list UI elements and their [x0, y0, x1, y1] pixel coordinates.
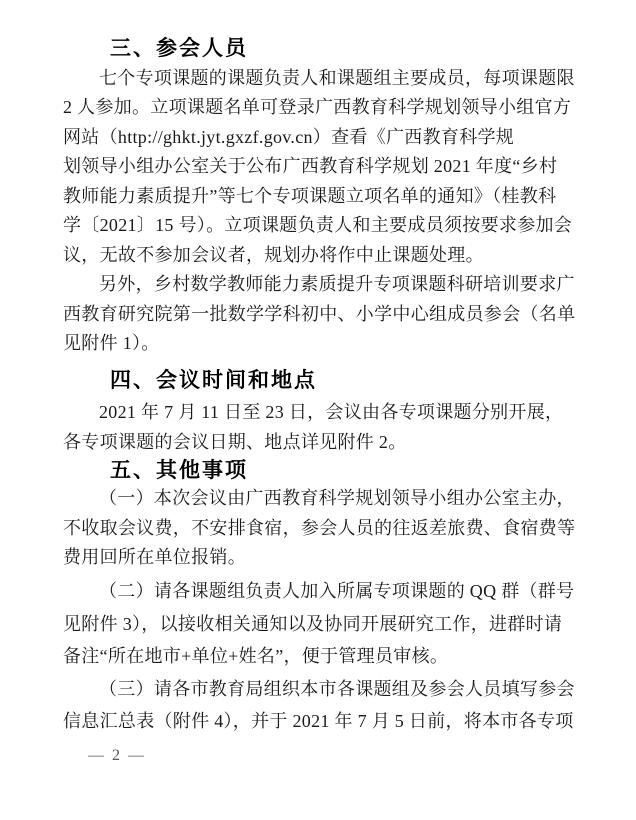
text-line: 2021 年 7 月 11 日至 23 日，会议由各专项课题分别开展， [99, 402, 564, 422]
text-line: 西教育研究院第一批数学学科初中、小学中心组成员参会（名单 [63, 303, 576, 324]
paragraph-time-place [63, 398, 573, 457]
text-line: （一）本次会议由广西教育科学规划领导小组办公室主办， [99, 488, 575, 508]
paragraph-other-1 [63, 484, 576, 573]
text-line: 各专项课题的会议日期、地点详见附件 2。 [63, 431, 407, 452]
paragraph-participants-1 [63, 64, 573, 271]
text-line: 见附件 1）。 [63, 333, 160, 353]
text-line: 教师能力素质提升”等七个专项课题立项名单的通知》（桂教科 [63, 185, 557, 206]
section-heading-other-matters: 五、其他事项 [110, 459, 248, 482]
text-line: 不收取会议费，不安排食宿，参会人员的往返差旅费、食宿费等 [63, 517, 576, 538]
section-heading-participants: 三、参会人员 [110, 37, 248, 60]
text-line: 费用回所在单位报销。 [63, 547, 246, 567]
text-line: 议，无故不参加会议者，规划办将作中止课题处理。 [63, 244, 484, 265]
text-line: 七个专项课题的课题负责人和课题组主要成员，每项课题限 [99, 67, 575, 88]
page-number: — 2 — [88, 746, 146, 764]
text-line: 备注“所在地市+单位+姓名”，便于管理员审核。 [63, 646, 449, 666]
text-line: 见附件 3），以接收相关通知以及协同开展研究工作，进群时请 [63, 613, 563, 634]
section-heading-time-place: 四、会议时间和地点 [110, 369, 317, 392]
text-line: 2 人参加。立项课题名单可登录广西教育科学规划领导小组官方 [63, 97, 572, 117]
text-line: （二）请各课题组负责人加入所属专项课题的 QQ 群（群号 [99, 581, 575, 601]
text-line: 网站（http://ghkt.jyt.gxzf.gov.cn）查看《广西教育科学规 [63, 126, 515, 147]
paragraph-participants-2 [63, 270, 576, 359]
text-line: 另外，乡村数学教师能力素质提升专项课题科研培训要求广 [99, 274, 575, 294]
paragraph-other-3 [63, 673, 573, 738]
text-line: 划领导小组办公室关于公布广西教育科学规划 2021 年度“乡村 [63, 156, 558, 176]
text-line: 信息汇总表（附件 4），并于 2021 年 7 月 5 日前，将本市各专项 [63, 711, 574, 731]
paragraph-other-2 [63, 575, 573, 673]
text-line: 学〔2021〕15 号）。立项课题负责人和主要成员须按要求参加会 [63, 215, 573, 235]
text-line: （三）请各市教育局组织本市各课题组及参会人员填写参会 [99, 678, 575, 699]
